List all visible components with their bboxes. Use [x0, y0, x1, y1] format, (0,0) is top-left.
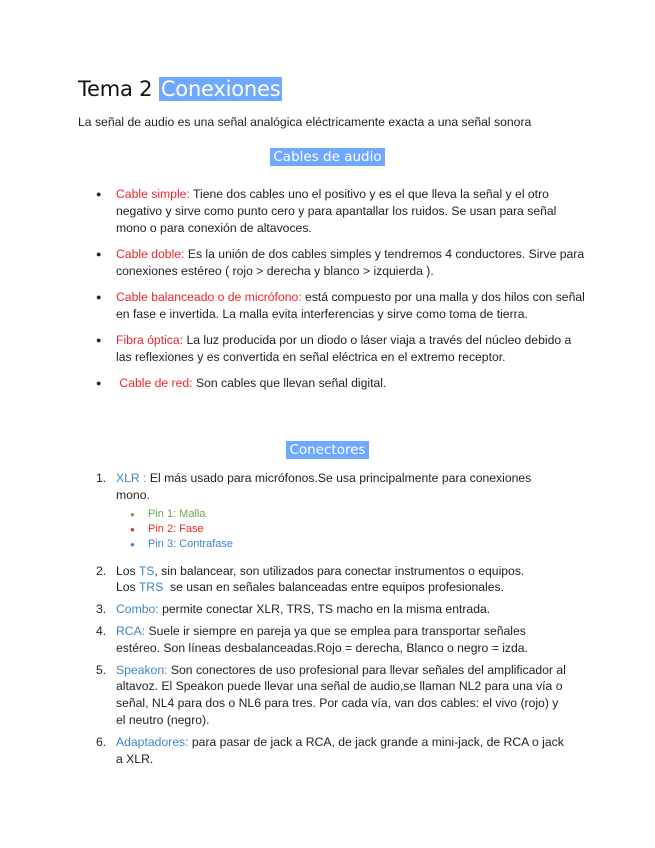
list-item — [96, 623, 566, 657]
line: Los TRS se usan en señales balanceadas entre equipos profesionales. — [116, 580, 505, 595]
list-number: 2. — [96, 563, 107, 578]
term: Adaptadores: — [116, 734, 189, 749]
pin-item: ● Pin 3: Contrafase — [130, 537, 566, 552]
definition: El más usado para micrófonos.Se usa principalmente para conexiones mono. — [116, 471, 532, 502]
conectores-list — [96, 470, 566, 772]
section-heading-conectores: Conectores — [0, 441, 655, 459]
term: TRS — [138, 580, 164, 595]
definition: La luz producida por un diodo o láser viaja a través del núcleo debido a las reflexiones y es convertida en señal eléctrica en el extremo receptor. — [116, 333, 572, 364]
list-item — [96, 186, 586, 236]
definition: está compuesto por una malla y dos hilos con señal en fase e invertida. La malla evita interferencias y sirve como toma de tierra. — [116, 289, 585, 321]
pin-list — [116, 507, 566, 552]
definition: se usan en señales balanceadas entre equipos profesionales. — [163, 580, 505, 595]
term: XLR : — [116, 471, 147, 485]
list-number: 4. — [96, 623, 107, 638]
list-number: 6. — [96, 734, 107, 749]
term: Fibra óptica: — [116, 333, 184, 348]
term: TS — [138, 563, 155, 578]
list-number: 3. — [96, 602, 107, 617]
list-item — [96, 662, 566, 729]
list-item — [96, 563, 566, 597]
list-item — [96, 289, 586, 323]
definition: Son conectores de uso profesional para llevar señales del amplificador al altavoz. El Speakon puede llevar una señal de audio,se llaman NL2 para una vía o señal, NL4 para dos o NL6 para tres. Por cada vía, van dos cables: el vivo (rojo) y el neutro (negro). — [116, 662, 566, 727]
list-item — [96, 332, 586, 366]
title-prefix: Tema 2 — [78, 77, 153, 101]
definition: para pasar de jack a RCA, de jack grande a mini-jack, de RCA o jack a XLR. — [116, 734, 564, 766]
term: Cable de red: — [116, 376, 193, 391]
pin-item: ● Pin 1: Malla — [130, 507, 566, 522]
list-item — [96, 375, 586, 392]
line: Los TS, sin balancear, son utilizados para conectar instrumentos o equipos. — [116, 563, 525, 578]
list-number: 1. — [96, 471, 107, 485]
definition: Son cables que llevan señal digital. — [192, 376, 387, 391]
title-highlight: Conexiones — [160, 77, 281, 101]
term: Cable simple: — [116, 187, 190, 201]
section-heading-cables: Cables de audio — [0, 148, 655, 166]
definition: Tiene dos cables uno el positivo y es el que lleva la señal y el otro negativo y sirve como punto cero y para apantallar los ruidos. Se usan para señal mono o para conexión de altavoces. — [116, 187, 557, 235]
term: Cable balanceado o de micrófono: — [116, 289, 302, 304]
intro-paragraph: La señal de audio es una señal analógica eléctricamente exacta a una señal sonora — [78, 115, 532, 129]
term: RCA: — [116, 623, 146, 638]
definition: Suele ir siempre en pareja ya que se emplea para transportar señales estéreo. Son líneas desbalanceadas.Rojo = derecha, Blanco o negro = izda. — [116, 623, 528, 655]
term: Speakon: — [116, 662, 168, 677]
definition: permite conectar XLR, TRS, TS macho en la misma entrada. — [158, 602, 491, 617]
list-item — [96, 470, 566, 552]
pin-item: ● Pin 2: Fase — [130, 522, 566, 537]
definition: Es la unión de dos cables simples y tendremos 4 conductores. Sirve para conexiones estéreo ( rojo > derecha y blanco > izquierda ). — [116, 246, 585, 278]
definition: , sin balancear, son utilizados para conectar instrumentos o equipos. — [154, 563, 525, 578]
list-item — [96, 734, 566, 768]
list-item — [96, 601, 566, 618]
list-number: 5. — [96, 662, 107, 677]
term: Cable doble: — [116, 246, 185, 261]
term: Combo: — [116, 602, 159, 617]
cables-list — [96, 186, 586, 401]
list-item — [96, 246, 586, 280]
page-title — [78, 75, 282, 103]
